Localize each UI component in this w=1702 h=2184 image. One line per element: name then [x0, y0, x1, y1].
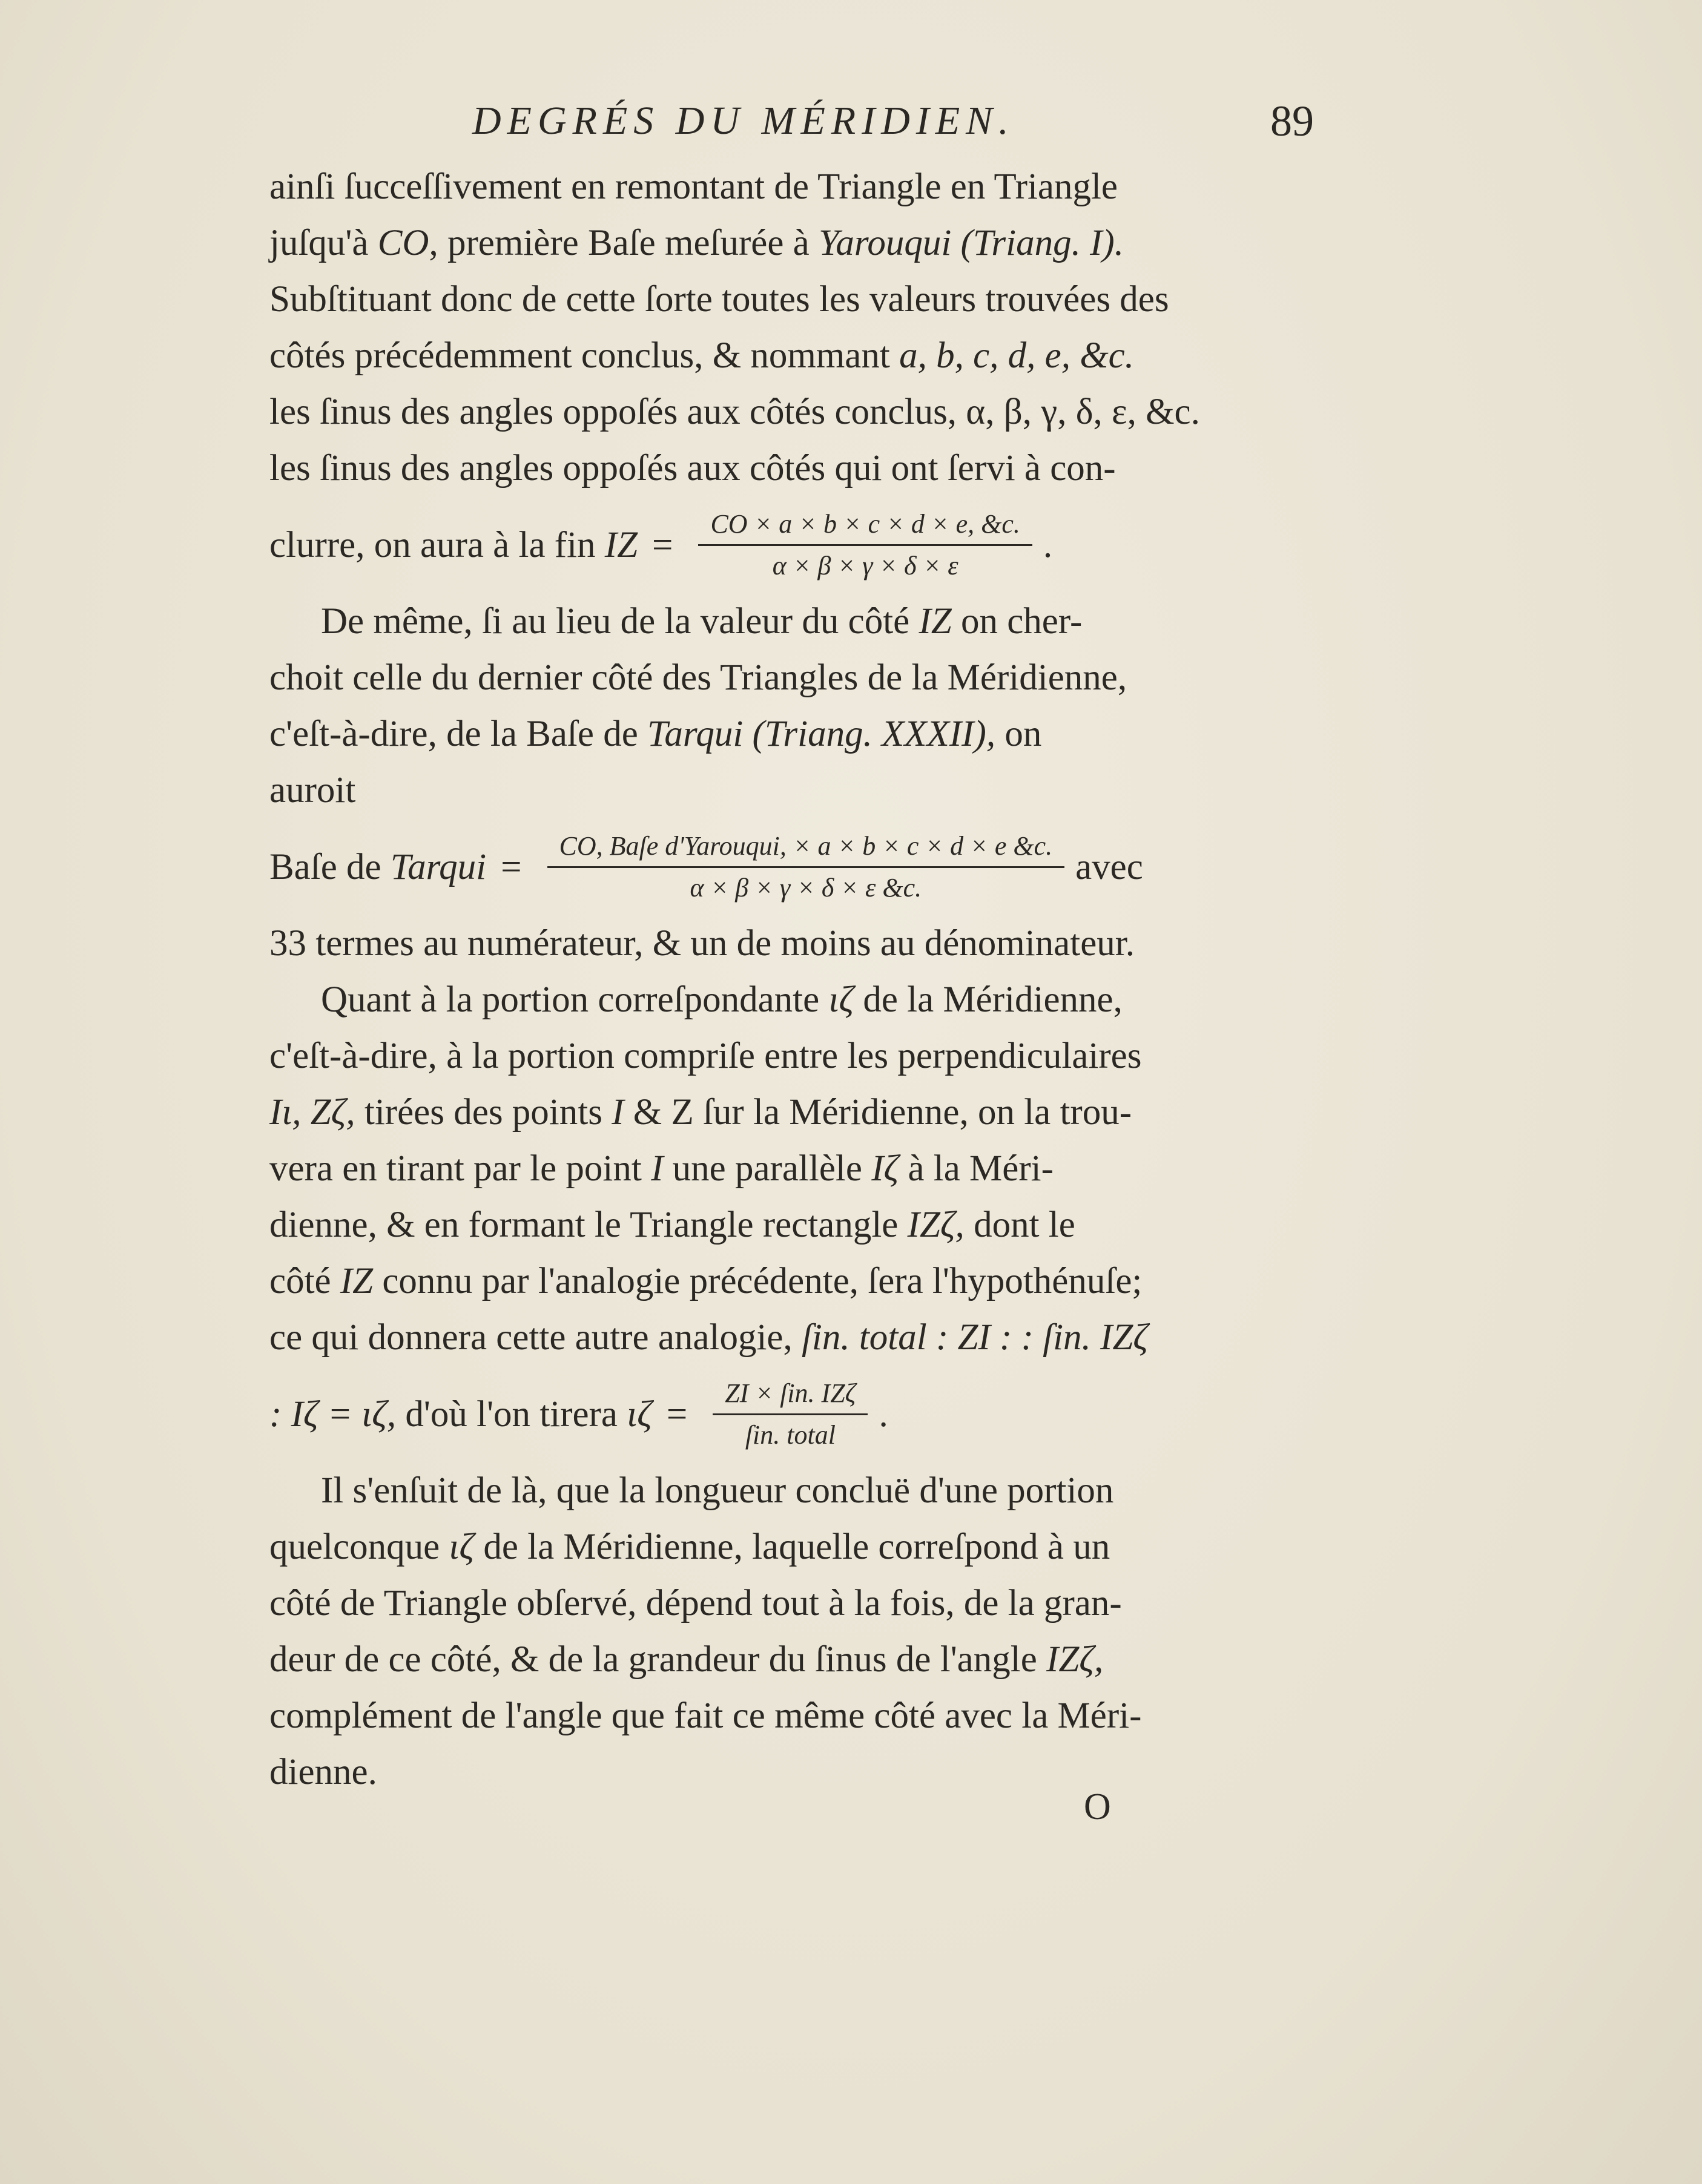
text-line: côtés précédemment conclus, & nommant a, b, c, d, e, &c. — [269, 335, 1134, 376]
text-line: choit celle du dernier côté des Triangles de la Méridienne, — [269, 657, 1127, 698]
fraction-denominator: α × β × γ × δ × ε &c. — [690, 872, 922, 903]
text-line: quelconque ιζ de la Méridienne, laquelle correſpond à un — [269, 1527, 1110, 1567]
formula-line-3: : Iζ = ιζ, d'où l'on tirera ιζ = $\frac{\text{ZI × ſin. IZζ}}{\text{ſin. total}}$ . — [269, 1366, 1268, 1462]
text-line: ce qui donnera cette autre analogie, ſin. total : ZI : : ſin. IZζ — [269, 1317, 1148, 1358]
fraction-denominator: ſin. total — [745, 1419, 836, 1450]
text-line: complément de l'angle que fait ce même côté avec la Méri- — [269, 1696, 1142, 1736]
text-line: 33 termes au numérateur, & un de moins au dénominateur. — [269, 923, 1135, 964]
catchword: O — [1084, 1786, 1111, 1827]
text-line: juſqu'à CO , première Baſe meſurée à Yarouqui (Triang. I). — [269, 223, 1124, 263]
fraction-denominator: α × β × γ × δ × ε — [772, 550, 958, 581]
text-line: ainſi ſucceſſivement en remontant de Triangle en Triangle — [269, 166, 1118, 207]
fraction-numerator: CO, Baſe d'Yarouqui, × a × b × c × d × e &c. — [547, 829, 1065, 868]
text-line: Il s'enſuit de là, que la longueur concluë d'une portion — [321, 1470, 1114, 1511]
text-line: c'eſt-à-dire, à la portion compriſe entre les perpendiculaires — [269, 1036, 1142, 1076]
fraction-3 — [713, 1376, 868, 1453]
running-title: DEGRÉS DU MÉRIDIEN. — [472, 99, 1015, 143]
text-line: Quant à la portion correſpondante ιζ de la Méridienne, — [321, 979, 1123, 1020]
body-text — [269, 159, 1268, 1800]
text-line: deur de ce côté, & de la grandeur du ſinus de l'angle IZζ, — [269, 1639, 1104, 1680]
fraction-1 — [698, 507, 1032, 584]
page-header — [472, 85, 1314, 157]
text-line: les ſinus des angles oppoſés aux côtés qui ont ſervi à con- — [269, 448, 1116, 488]
text-line: côté IZ connu par l'analogie précédente, ſera l'hypothénuſe; — [269, 1261, 1143, 1301]
text-line: Subſtituant donc de cette ſorte toutes les valeurs trouvées des — [269, 279, 1169, 320]
text-line: dienne. — [269, 1752, 377, 1792]
page-number: 89 — [1270, 96, 1314, 145]
formula-line-2: Baſe de Tarqui = $\frac{\text{CO, Baſe d'Yarouqui, × a × b × c × d × e \&c.}}{\alpha \times \beta \times \gamma \times \delta \times \varepsilon \&c.}$ avec — [269, 818, 1268, 915]
fraction-numerator: CO × a × b × c × d × e, &c. — [698, 507, 1032, 546]
fraction-numerator: ZI × ſin. IZζ — [713, 1376, 868, 1415]
text-line: c'eſt-à-dire, de la Baſe de Tarqui (Triang. XXXII), on — [269, 714, 1042, 754]
formula-line-1: clurre, on aura à la fin IZ = $\frac{CO \times a \times b \times c \times d \times e, \&c.}{\alpha \times \beta \times \gamma \times \delta \times \varepsilon}$ . — [269, 496, 1268, 593]
text-line: côté de Triangle obſervé, dépend tout à la fois, de la gran- — [269, 1583, 1122, 1623]
text-line: les ſinus des angles oppoſés aux côtés conclus, α, β, γ, δ, ε, &c. — [269, 392, 1200, 432]
text-line: auroit — [269, 770, 356, 811]
text-line: vera en tirant par le point I une parallèle Iζ à la Méri- — [269, 1148, 1054, 1189]
fraction-2 — [547, 829, 1065, 906]
text-line: De même, ſi au lieu de la valeur du côté IZ on cher- — [321, 601, 1083, 642]
text-line: dienne, & en formant le Triangle rectangle IZζ, dont le — [269, 1205, 1075, 1245]
text-line: Iι, Zζ, tirées des points I & Z ſur la Méridienne, on la trou- — [269, 1092, 1132, 1133]
